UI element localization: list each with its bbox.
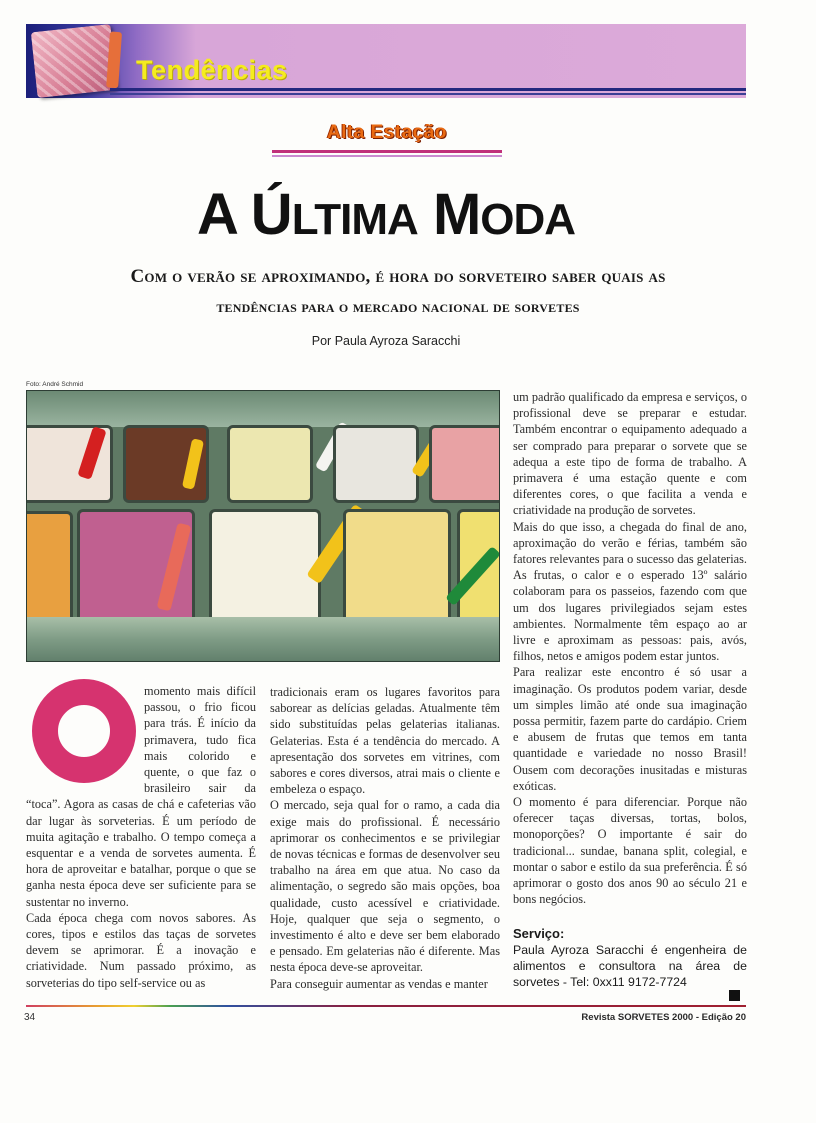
gelato-tub	[227, 425, 313, 503]
article-kicker: Alta Estação	[326, 122, 448, 143]
gelato-tub	[333, 425, 419, 503]
publication-footer: Revista SORVETES 2000 - Edição 20	[581, 1012, 746, 1023]
section-header-band	[26, 24, 746, 98]
paragraph: momento mais difícil passou, o frio ficou para trás. É início da primavera, tudo fica mais colorido e quente, o que faz o brasileiro sair da “toca”. Agora as casas de chá e cafeterias vão dar lugar às sorveterias. É um período de muita agitação e trabalho. O tempo começa a esquentar e a venda de sorvetes aumenta. É hora de aproveitar e batalhar, porque o que se ganha nesta época deve ser suficiente para se sustentar no inverno.	[26, 684, 256, 909]
article-column-3	[513, 389, 747, 990]
kicker-divider	[272, 150, 502, 153]
subhead-line: tendências para o mercado nacional de sorvetes	[216, 297, 580, 316]
photo-credit: Foto: André Schmid	[26, 381, 84, 388]
paragraph: tradicionais eram os lugares favoritos para saborear as delícias geladas. Atualmente têm sido substituídas pelas gelaterias italianas. Gelaterias. Esta é a tendência do mercado. A apresentação dos sorvetes em vitrines, com sabores e cores diversos, atrai mais o cliente e embeleza o espaço.	[270, 685, 500, 797]
service-box-text: Paula Ayroza Saracchi é engenheira de alimentos e consultora na área de sorvetes - Tel: 0xx11 9172-7724	[513, 942, 747, 989]
article-subheadline	[40, 262, 756, 322]
service-box-title: Serviço:	[513, 925, 565, 941]
kicker-divider-secondary	[272, 155, 502, 157]
paragraph: Para realizar este encontro é só usar a imaginação. Os produtos podem variar, desde um simples limão até onde sua imaginação possa permitir, fazem parte do cardápio. Criem e abusem de frutas que temos em tanta quantidade e variedade no nosso Brasil! Ousem com decorações inusitadas e misturas exóticas.	[513, 665, 747, 793]
ice-cream-thumbnail-image	[31, 24, 117, 98]
paragraph: O momento é para diferenciar. Porque não oferecer taças diversas, tortas, bolos, monoporções? O importante é sair do tradicional... sundae, banana split, colegial, e montar o sabor e estilo da sua preferência. É só aprimorar o gosto dos anos 90 ao século 21 e bons negócios.	[513, 795, 747, 907]
gelato-tub	[26, 511, 73, 623]
header-divider	[110, 88, 746, 91]
paragraph: Mais do que isso, a chegada do final de ano, aproximação do verão e férias, também são fatores relevantes para o sucesso das gelaterias. As frutas, o calor e o esperado 13º salário colaboram para os passeios, fazendo com que um dos lugares privilegiados sejam estes ambientes. Normalmente têm espaço ao ar livre e aproximam as pessoas: pais, avós, filhos, netos e amigos podem estar juntos.	[513, 519, 747, 664]
article-column-1	[26, 683, 256, 991]
headline-part: ODA	[480, 195, 576, 244]
footer-divider	[26, 1005, 746, 1007]
article-column-2	[270, 684, 500, 992]
paragraph: um padrão qualificado da empresa e serviços, o profissional deve se preparar e estudar. Também encontrar o equipamento adequado a ser comprado para preparar o sorvete que se adequa a este tipo de forma de trabalho. A primavera é uma estação quente e com diferentes cores, o que facilita a venda e criatividade na produção de sorvetes.	[513, 390, 747, 518]
dropcap-letter-o	[32, 679, 136, 783]
paragraph: O mercado, seja qual for o ramo, a cada dia exige mais do profissional. É necessário aprimorar os conhecimentos e se privilegiar de novas técnicas e formas de desenvolver seu trabalho na área em que atua. No caso da alimentação, o segredo são mais opções, boa qualidade, custo acessível e criatividade. Hoje, qualquer que seja o segmento, o investimento é alto e deve ser bem elaborado e pensado. Em gelaterias não é diferente. Mas nesta época deve-se aproveitar.	[270, 798, 500, 975]
gelato-tub	[429, 425, 500, 503]
photo-frame	[27, 391, 499, 427]
article-headline	[0, 182, 772, 247]
gelato-tub	[209, 509, 321, 631]
headline-part: A Ú	[196, 182, 292, 247]
paragraph: Para conseguir aumentar as vendas e manter	[270, 976, 488, 991]
section-title: Tendências	[136, 55, 288, 85]
header-divider-secondary	[110, 93, 746, 95]
ice-cream-display-photo	[26, 390, 500, 662]
subhead-line: Com o verão se aproximando, é hora do sorveteiro saber quais as	[130, 266, 666, 287]
headline-part: M	[417, 182, 481, 247]
article-byline: Por Paula Ayroza Saracchi	[311, 334, 461, 348]
end-of-article-mark	[729, 990, 740, 1001]
gelato-tub	[343, 509, 451, 631]
photo-frame	[27, 617, 499, 661]
page-number: 34	[24, 1012, 36, 1023]
headline-part: LTIMA	[291, 195, 418, 244]
paragraph: Cada época chega com novos sabores. As cores, tipos e estilos das taças de sorvetes devem se aprimorar. É a inovação e criatividade. Num passado próximo, as sorveterias do tipo self-service ou as	[26, 910, 256, 990]
